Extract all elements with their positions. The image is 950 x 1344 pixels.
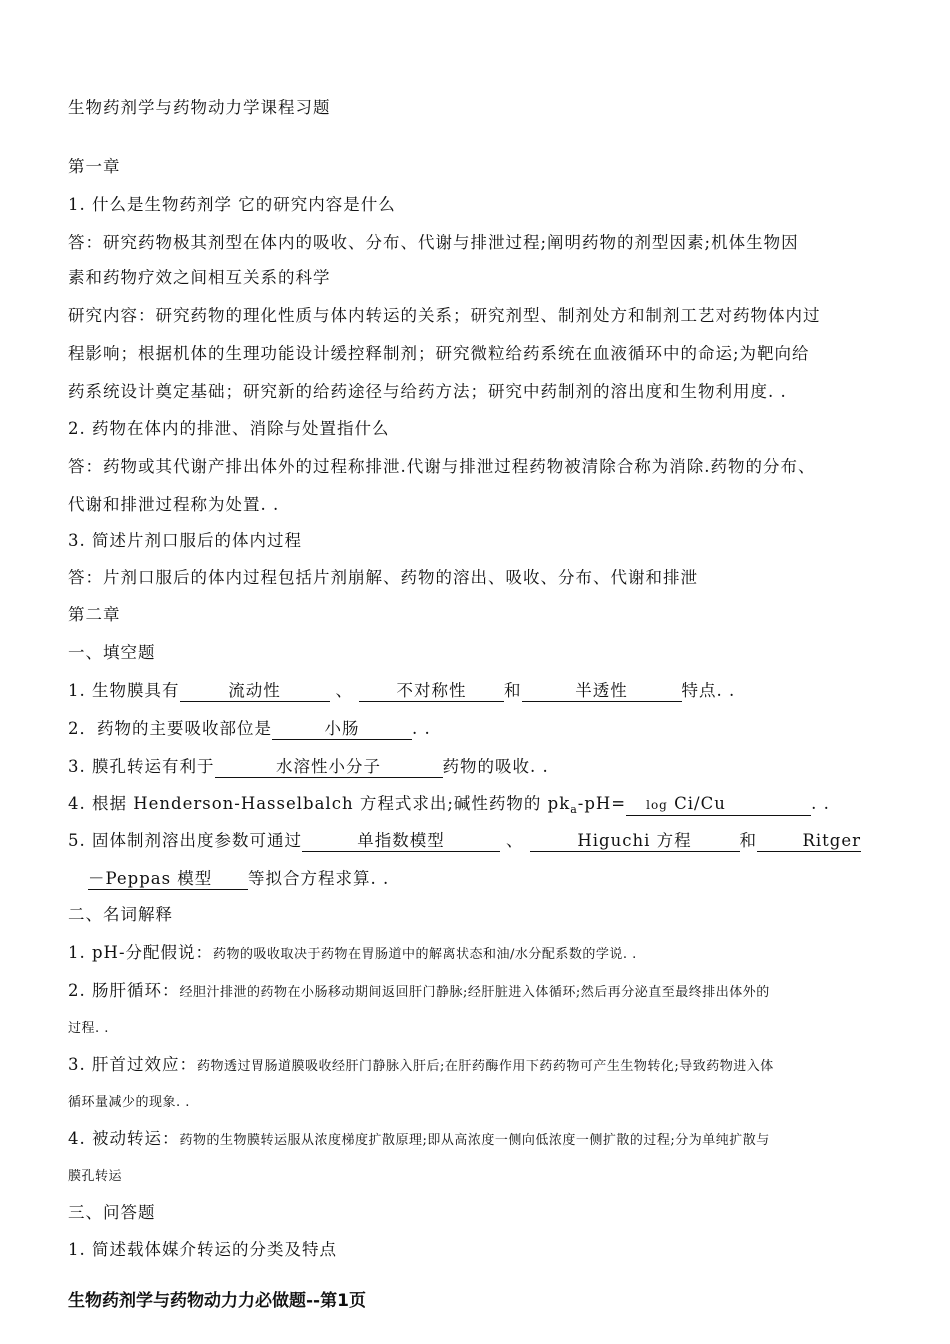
- term-definition: 药物的吸收取决于药物在胃肠道中的解离状态和油/水分配系数的学说. .: [213, 947, 637, 962]
- question: 3. 简述片剂口服后的体内过程: [68, 531, 302, 550]
- answer-line: 答：片剂口服后的体内过程包括片剂崩解、药物的溶出、吸收、分布、代谢和排泄: [68, 568, 698, 587]
- term-label: 4. 被动转运：: [68, 1129, 180, 1148]
- section-heading: 三、问答题: [68, 1203, 156, 1222]
- answer-line: 代谢和排泄过程称为处置. .: [68, 495, 280, 514]
- fill-text: 等拟合方程求算. .: [248, 869, 390, 888]
- fill-text: 、: [335, 681, 353, 700]
- term-definition: 膜孔转运: [68, 1169, 123, 1184]
- fill-item: [68, 679, 882, 703]
- fill-blank: 单指数模型: [302, 831, 500, 852]
- term-label: 3. 肝首过效应：: [68, 1055, 197, 1074]
- term-definition: 药物透过胃肠道膜吸收经肝门静脉入肝后;在肝药酶作用下药药物可产生生物转化;导致药物进入体: [197, 1059, 774, 1074]
- answer-line: 药系统设计奠定基础；研究新的给药途径与给药方法；研究中药制剂的溶出度和生物利用度. .: [68, 382, 787, 401]
- fill-item: [68, 717, 882, 741]
- page-footer: 生物药剂学与药物动力力必做题--第1页: [68, 1291, 366, 1311]
- term-item: [68, 1053, 882, 1079]
- fill-blank: Higuchi 方程: [530, 831, 740, 852]
- term-definition: 过程. .: [68, 1021, 109, 1036]
- fill-text: 、: [506, 831, 524, 850]
- fill-text: 药物的吸收. .: [442, 757, 549, 776]
- answer-line: 研究内容：研究药物的理化性质与体内转运的关系；研究剂型、制剂处方和制剂工艺对药物体内过: [68, 306, 821, 325]
- chapter-heading: 第一章: [68, 157, 121, 176]
- question: 1. 简述载体媒介转运的分类及特点: [68, 1240, 337, 1259]
- term-definition: 循环量减少的现象. .: [68, 1095, 190, 1110]
- fill-text: -pH=: [577, 794, 627, 813]
- term-label: 2. 肠肝循环：: [68, 981, 180, 1000]
- answer-line: 程影响；根据机体的生理功能设计缓控释制剂；研究微粒给药系统在血液循环中的命运;为靶向给: [68, 344, 810, 363]
- fill-blank: Ritger: [757, 831, 861, 852]
- fill-blank: 水溶性小分子: [215, 757, 443, 778]
- answer-line: 素和药物疗效之间相互关系的科学: [68, 268, 331, 287]
- fill-text: 4. 根据 Henderson-Hasselbalch 方程式求出;碱性药物的 pk: [68, 794, 571, 813]
- fill-blank: 半透性: [522, 681, 682, 702]
- term-item: [68, 979, 882, 1005]
- chapter-heading: 第二章: [68, 605, 121, 624]
- fill-text: . .: [412, 719, 431, 738]
- fill-blank: 小肠: [272, 719, 412, 740]
- fill-blank-log: log: [646, 798, 668, 812]
- term-item: [68, 1127, 882, 1153]
- term-item: [68, 941, 882, 967]
- fill-text: 特点. .: [681, 681, 736, 700]
- fill-item: [68, 829, 882, 853]
- fill-text: 2．药物的主要吸收部位是: [68, 719, 272, 738]
- question: 1. 什么是生物药剂学 它的研究内容是什么: [68, 195, 396, 214]
- section-heading: 一、填空题: [68, 643, 156, 662]
- section-heading: 二、名词解释: [68, 905, 173, 924]
- term-label: 1. pH-分配假说：: [68, 943, 214, 962]
- fill-blank: 不对称性: [359, 681, 504, 702]
- fill-text: 3. 膜孔转运有利于: [68, 757, 215, 776]
- term-definition: 药物的生物膜转运服从浓度梯度扩散原理;即从高浓度一侧向低浓度一侧扩散的过程;分为单纯扩散与: [179, 1133, 770, 1148]
- fill-text: 5. 固体制剂溶出度参数可通过: [68, 831, 302, 850]
- term-definition: 经胆汁排泄的药物在小肠移动期间返回肝门静脉;经肝脏进入体循环;然后再分泌直至最终排出体外的: [179, 985, 770, 1000]
- fill-blank: 流动性: [180, 681, 330, 702]
- fill-item-continued: [88, 867, 882, 891]
- answer-line: 答：研究药物极其剂型在体内的吸收、分布、代谢与排泄过程;阐明药物的剂型因素;机体生物因: [68, 233, 799, 252]
- fill-text: . .: [811, 794, 830, 813]
- fill-text: 1. 生物膜具有: [68, 681, 180, 700]
- question: 2. 药物在体内的排泄、消除与处置指什么: [68, 419, 390, 438]
- subscript: a: [570, 803, 578, 816]
- fill-item: [68, 755, 882, 779]
- fill-text: 和: [739, 831, 757, 850]
- fill-blank: －Peppas 模型: [88, 869, 248, 890]
- answer-line: 答：药物或其代谢产排出体外的过程称排泄.代谢与排泄过程药物被清除合称为消除.药物的分布、: [68, 457, 816, 476]
- page-title: 生物药剂学与药物动力学课程习题: [68, 98, 331, 117]
- fill-text: 和: [504, 681, 522, 700]
- fill-blank: Ci/Cu: [667, 794, 726, 813]
- fill-item: [68, 792, 882, 822]
